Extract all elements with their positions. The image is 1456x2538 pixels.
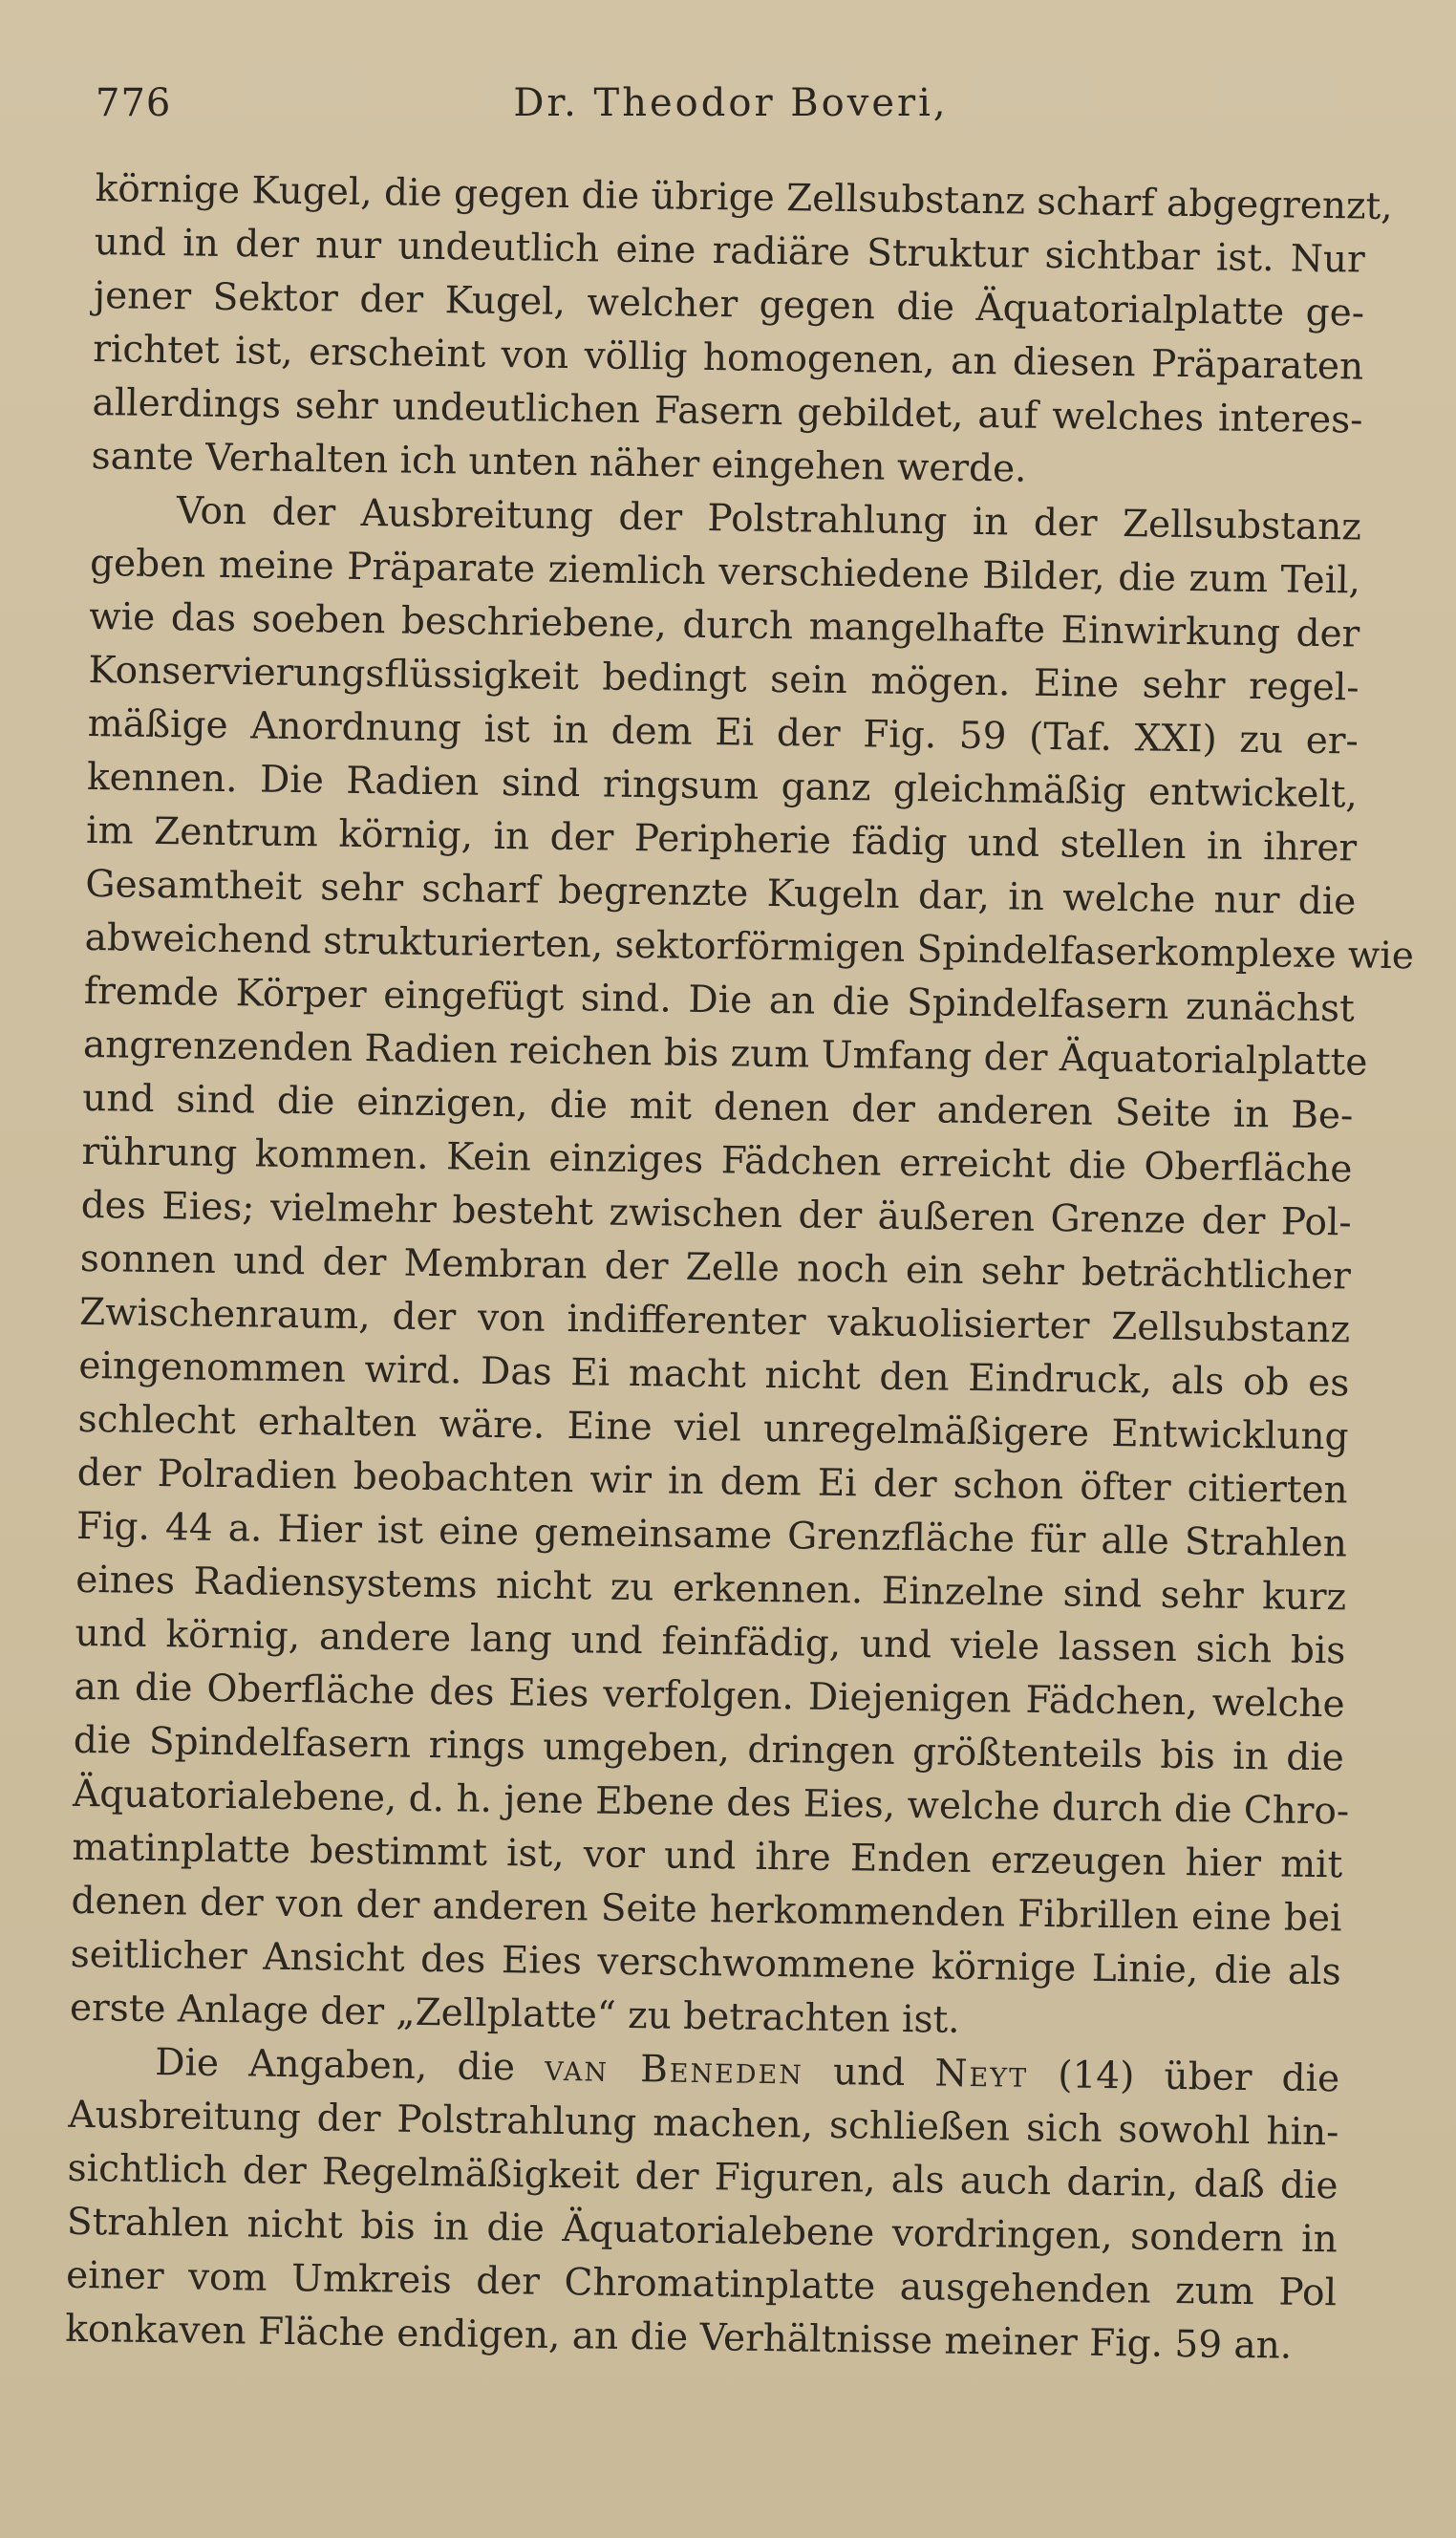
text-line: jener Sektor der Kugel, welcher gegen die Äquatorialplatte ge- [93,273,1365,335]
text-line: matinplatte bestimmt ist, vor und ihre Enden erzeugen hier mit [72,1825,1343,1887]
text-line: eines Radiensystems nicht zu erkennen. Einzelne sind sehr kurz [75,1558,1347,1620]
author-name-van-beneden: van Beneden [544,2046,804,2094]
text-line: Ausbreitung der Polstrahlung machen, schließen sich sowohl hin- [68,2093,1339,2155]
text-line: der Polradien beobachten wir in dem Ei der schon öfter citierten [76,1451,1349,1513]
text-fragment: und [832,2050,906,2096]
text-line: richtet ist, erscheint von völlig homogenen, an diesen Präparaten [92,327,1364,389]
text-line: mäßige Anordnung ist in dem Ei der Fig. 59 (Taf. XXI) zu er- [87,701,1359,764]
text-line: allerdings sehr undeutlichen Fasern gebildet, auf welches interes- [92,380,1363,442]
text-line: denen der von der anderen Seite herkommenden Fibrillen eine bei [71,1879,1342,1941]
text-line: an die Oberfläche des Eies verfolgen. Diejenigen Fädchen, welche [74,1665,1345,1727]
text-line: die Spindelfasern rings umgeben, dringen größtenteils bis in die [73,1718,1345,1780]
text-line: und sind die einzigen, die mit denen der anderen Seite in Be- [82,1076,1354,1138]
text-line: Zwischenraum, der von indifferenter vakuolisierter Zellsubstanz [78,1290,1351,1352]
author-name-neyt: Neyt [934,2052,1029,2097]
text-line: körnige Kugel, die gegen die übrige Zellsubstanz scharf abgegrenzt, [95,166,1393,228]
text-line: Fig. 44 a. Hier ist eine gemeinsame Grenzfläche für alle Strahlen [75,1504,1348,1566]
text-line: Äquatorialebene, d. h. jene Ebene des Eies, welche durch die Chro- [72,1772,1350,1834]
text-line: Konservierungsflüssigkeit bedingt sein mögen. Eine sehr regel- [88,648,1360,710]
text-line: sichtlich der Regelmäßigkeit der Figuren, als auch darin, daß die [67,2146,1338,2208]
text-line: Von der Ausbreitung der Polstrahlung in der Zellsubstanz [176,489,1362,549]
text-line: eingenommen wird. Das Ei macht nicht den Eindruck, als ob es [78,1344,1350,1406]
page-number: 776 [96,81,172,125]
text-fragment: Die Angaben, die [154,2041,516,2090]
text-line: seitlicher Ansicht des Eies verschwommene körnige Linie, die als [70,1932,1341,1994]
text-line: sonnen und der Membran der Zelle noch ein sehr beträchtlicher [79,1237,1352,1299]
text-line: und körnig, andere lang und feinfädig, und viele lassen sich bis [75,1611,1346,1673]
text-line: sante Verhalten ich unten näher eingehen werde. [91,434,1027,491]
text-line: erste Anlage der „Zellplatte“ zu betrachten ist. [69,1986,960,2042]
text-line: im Zentrum körnig, in der Peripherie fädig und stellen in ihrer [85,808,1358,871]
text-line: rührung kommen. Kein einziges Fädchen erreicht die Oberfläche [81,1129,1353,1192]
running-head [96,75,1366,132]
text-line: konkaven Fläche endigen, an die Verhältnisse meiner Fig. 59 an. [65,2307,1293,2368]
text-line: einer vom Umkreis der Chromatinplatte ausgehenden zum Pol [65,2253,1338,2315]
body-text [65,162,1415,2374]
text-line: Strahlen nicht bis in die Äquatorialebene vordringen, sondern in [66,2200,1338,2262]
text-fragment: (14) über die [1058,2054,1340,2101]
text-line: Gesamtheit sehr scharf begrenzte Kugeln dar, in welche nur die [85,862,1357,924]
text-line: und in der nur undeutlich eine radiäre Struktur sichtbar ist. Nur [94,220,1366,282]
text-line: kennen. Die Radien sind ringsum ganz gleichmäßig entwickelt, [86,755,1359,817]
running-head-author: Dr. Theodor Boveri, [513,81,949,125]
text-line: fremde Körper eingefügt sind. Die an die Spindelfasern zunächst [83,969,1356,1031]
text-line: geben meine Präparate ziemlich verschiedene Bilder, die zum Teil, [89,541,1361,603]
text-line: angrenzenden Radien reichen bis zum Umfang der Äquatorialplatte [82,1022,1368,1085]
text-line: des Eies; vielmehr besteht zwischen der äußeren Grenze der Pol- [80,1183,1352,1245]
text-line: wie das soeben beschriebene, durch mangelhafte Einwirkung der [89,594,1360,656]
text-line: schlecht erhalten wäre. Eine viel unregelmäßigere Entwicklung [77,1397,1349,1459]
text-line: abweichend strukturierten, sektorförmigen Spindelfaserkomplexe wie [84,915,1415,979]
